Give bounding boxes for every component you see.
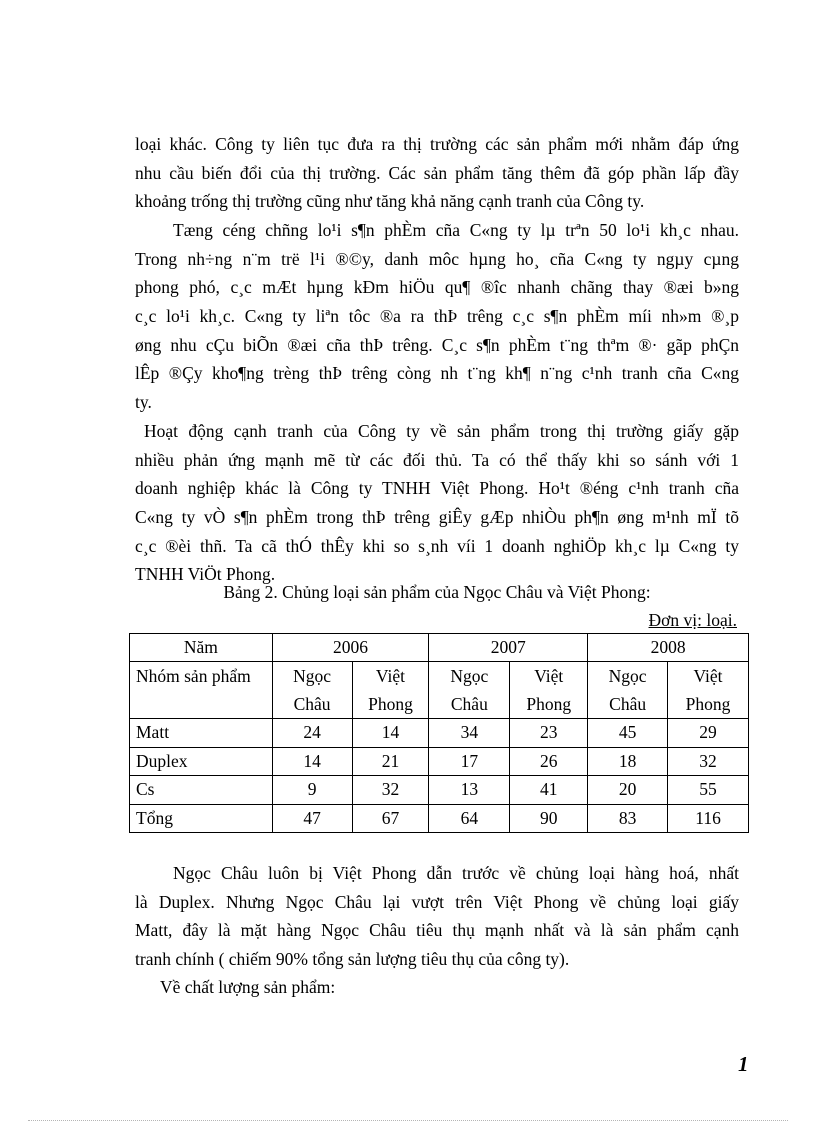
subheader-line: Phong [685,694,731,714]
table-cell: 13 [429,776,510,805]
table-cell: 55 [668,776,749,805]
text-line: Matt, đây là mặt hàng Ngọc Châu tiêu thụ mạnh nhất và là sản phẩm cạnh [135,920,739,941]
table-cell: 24 [272,719,352,748]
subheader-line: Châu [609,694,647,714]
table-cell: 47 [272,804,352,833]
text-line: øng nhu cÇu biÕn ®æi cña thÞ trêng. C¸c s¶n phÈm t¨ng thªm ®· gãp phÇn [135,334,739,355]
text-line: c¸c lo¹i kh¸c. C«ng ty liªn tôc ®a ra thÞ trêng c¸c s¶n phÈm míi nh»m ®¸p [135,306,739,327]
table-cell: 14 [272,747,352,776]
year-header: Năm [130,634,273,662]
subheader-ngoc-chau [588,662,668,719]
table-cell: 21 [352,747,429,776]
text-line: loại khác. Công ty liên tục đưa ra thị trường các sản phẩm mới nhằm đáp ứng [135,134,739,154]
text-line: C«ng ty vÒ s¶n phÈm trong thÞ trêng giÊy gÆp nhiÒu ph¶n øng m¹nh mÏ tõ [135,507,739,528]
text-line: Tæng céng chñng lo¹i s¶n phÈm cña C«ng ty lµ trªn 50 lo¹i kh¸c nhau. [173,220,739,240]
text-line: lÊp ®Çy kho¶ng trèng thÞ trêng còng nh t¨ng kh¶ n¨ng c¹nh tranh cña C«ng [135,363,739,384]
table-cell: 32 [668,747,749,776]
text-line: Hoạt động cạnh tranh của Công ty về sản phẩm trong thị trường giấy gặp [144,421,739,441]
subheader-viet-phong [352,662,429,719]
text-line: tranh chính ( chiếm 90% tổng sản lượng tiêu thụ của công ty). [135,949,570,970]
paragraph-quality-heading [135,973,739,1002]
year-2006: 2006 [272,634,429,662]
row-label: Duplex [130,747,273,776]
subheader-line: Ngọc [608,666,647,686]
text-line: phong phó, c¸c mÆt hµng kÐm hiÖu qu¶ ®îc nhanh chãng thay ®æi b»ng [135,277,739,298]
subheader-viet-phong [510,662,588,719]
subheader-line: Ngọc [293,666,332,686]
subheader-ngoc-chau [429,662,510,719]
table-row [130,719,749,748]
text-line: c¸c ®èi thñ. Ta cã thÓ thÊy khi so s¸nh víi 1 doanh nghiÖp kh¸c lµ C«ng ty [135,535,739,556]
table-cell: 26 [510,747,588,776]
table-cell: 14 [352,719,429,748]
table-row [130,776,749,805]
table-row-total [130,804,749,833]
paragraph-comparison [135,859,739,974]
product-category-table [129,633,749,833]
subheader-line: Việt [693,666,723,686]
subheader-line: Châu [450,694,488,714]
text-line: nhu cầu biến đổi của thị trường. Các sản phẩm tăng thêm đã góp phần lấp đầy [135,162,739,183]
text-line: Trong nh÷ng n¨m trë l¹i ®©y, danh môc hµng ho¸ cña C«ng ty ngµy cµng [135,248,739,269]
row-label: Tổng [130,804,273,833]
table-cell: 45 [588,719,668,748]
table-cell: 41 [510,776,588,805]
table-cell: 67 [352,804,429,833]
section-heading: Về chất lượng sản phẩm: [160,977,336,997]
footer-divider [28,1120,788,1121]
table-cell: 116 [668,804,749,833]
text-line: Ngọc Châu luôn bị Việt Phong dẫn trước về chủng loại hàng hoá, nhất [173,863,739,883]
subheader-line: Việt [534,666,564,686]
table-cell: 64 [429,804,510,833]
page-number: 1 [738,1052,749,1076]
subheader-line: Châu [293,694,331,714]
table-cell: 9 [272,776,352,805]
row-label: Cs [130,776,273,805]
subheader-line: Ngọc [450,666,489,686]
table-row [130,747,749,776]
subheader-line: Phong [526,694,572,714]
table-caption: Bảng 2. Chủng loại sản phẩm của Ngọc Châu và Việt Phong: [223,582,651,602]
table-header-row [130,634,749,662]
table-cell: 20 [588,776,668,805]
table-cell: 90 [510,804,588,833]
paragraph-competition [135,417,739,589]
table-unit: Đơn vị: loại. [648,610,737,630]
paragraph-encoded-product-diversity [135,216,739,417]
table-cell: 17 [429,747,510,776]
subheader-line: Phong [368,694,413,714]
row-label: Matt [130,719,273,748]
table-cell: 29 [668,719,749,748]
table-subheader-row [130,662,749,719]
table-cell: 23 [510,719,588,748]
table-cell: 83 [588,804,668,833]
group-header: Nhóm sản phẩm [130,662,273,719]
subheader-ngoc-chau [272,662,352,719]
paragraph-product-diversity [135,130,739,216]
text-line: là Duplex. Nhưng Ngọc Châu lại vượt trên Việt Phong về chủng loại giấy [135,891,739,912]
subheader-viet-phong [668,662,749,719]
text-line: khoảng trống thị trường cũng như tăng khả năng cạnh tranh của Công ty. [135,191,645,212]
table-cell: 34 [429,719,510,748]
text-line: ty. [135,392,152,413]
year-2008: 2008 [588,634,749,662]
table-cell: 32 [352,776,429,805]
subheader-line: Việt [375,666,406,686]
text-line: doanh nghiệp khác là Công ty TNHH Việt Phong. Ho¹t ®éng c¹nh tranh cña [135,478,739,499]
text-line: nhiều phản ứng mạnh mẽ từ các đối thủ. Ta có thể thấy khi so sánh với 1 [135,449,739,470]
year-2007: 2007 [429,634,588,662]
table-cell: 18 [588,747,668,776]
text-line: TNHH ViÖt Phong. [135,564,276,585]
